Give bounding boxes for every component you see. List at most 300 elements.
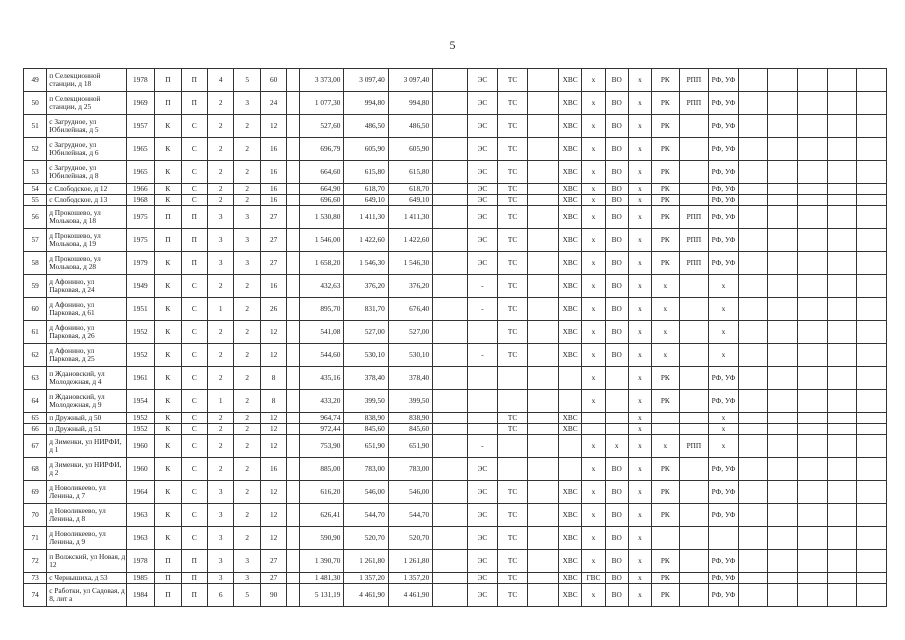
cell-equipment: РК [652,550,679,573]
cell-gas-point [679,584,709,607]
cell-electricity [468,321,498,344]
cell-blank [287,298,300,321]
cell-wall-type: П [155,206,181,229]
cell-cold-water: ХВС [559,69,582,92]
cell-living-area: 994,80 [344,92,388,115]
cell-blank [827,115,857,138]
cell-heating: ТС [497,298,528,321]
cell-electricity: ЭС [468,184,498,195]
cell-blank [768,298,798,321]
cell-gas [528,275,559,298]
cell-blank [287,161,300,184]
cell-build-year: 1952 [126,344,155,367]
cell-blank [857,344,887,367]
cell-mark: х [628,195,651,206]
cell-hot-water: х [582,138,605,161]
cell-blank [433,481,468,504]
cell-electricity: ЭС [468,69,498,92]
cell-address: п Ждановский, ул Молодежная, д 9 [47,390,126,413]
cell-slab-type: С [181,184,207,195]
cell-entrances: 3 [234,550,260,573]
cell-floors: 1 [208,298,234,321]
cell-blank [857,481,887,504]
cell-hot-water: х [582,69,605,92]
cell-floors: 6 [208,584,234,607]
cell-fund-type: РФ, УФ [709,69,739,92]
cell-fund-type: х [709,435,739,458]
cell-gas [528,390,559,413]
cell-sewerage: ВО [605,161,628,184]
cell-blank [827,184,857,195]
cell-row-number: 52 [24,138,47,161]
cell-electricity: ЭС [468,138,498,161]
cell-living-area: 546,00 [344,481,388,504]
cell-address: д Зименки, ул НИРФИ, д 2 [47,458,126,481]
cell-heating: ТС [497,413,528,424]
cell-wall-type: К [155,458,181,481]
cell-wall-type: К [155,413,181,424]
cell-gas-point [679,390,709,413]
cell-floors: 3 [208,504,234,527]
cell-fund-type: РФ, УФ [709,206,739,229]
cell-blank [798,424,828,435]
cell-blank [798,138,828,161]
cell-gas-point: РПП [679,206,709,229]
cell-equipment: х [652,344,679,367]
cell-blank [798,252,828,275]
cell-blank [798,367,828,390]
cell-sewerage: ВО [605,229,628,252]
cell-address: д Зименки, ул НИРФИ, д 1 [47,435,126,458]
cell-equipment [652,413,679,424]
cell-cold-water: ХВС [559,275,582,298]
cell-electricity: ЭС [468,115,498,138]
cell-slab-type: С [181,161,207,184]
cell-wall-type: К [155,195,181,206]
cell-blank [798,550,828,573]
cell-residential-area: 530,10 [388,344,432,367]
cell-blank [433,424,468,435]
cell-entrances: 2 [234,344,260,367]
cell-blank [857,458,887,481]
cell-blank [827,252,857,275]
cell-hot-water: х [582,115,605,138]
cell-equipment: РК [652,458,679,481]
cell-floors: 3 [208,550,234,573]
cell-gas-point [679,184,709,195]
cell-electricity: ЭС [468,161,498,184]
cell-blank [433,92,468,115]
cell-apartments: 12 [260,344,286,367]
cell-slab-type: С [181,413,207,424]
cell-address: д Новоликеево, ул Ленина, д 8 [47,504,126,527]
cell-heating [497,435,528,458]
cell-gas-point [679,115,709,138]
cell-blank [738,229,768,252]
cell-fund-type: РФ, УФ [709,161,739,184]
cell-address: д Новоликеево, ул Ленина, д 9 [47,527,126,550]
cell-floors: 3 [208,252,234,275]
cell-heating [497,367,528,390]
cell-wall-type: К [155,344,181,367]
cell-fund-type: РФ, УФ [709,184,739,195]
cell-blank [857,184,887,195]
cell-hot-water: х [582,458,605,481]
cell-blank [857,413,887,424]
table-row [24,206,887,229]
cell-living-area: 1 546,30 [344,252,388,275]
cell-electricity: ЭС [468,550,498,573]
cell-blank [857,161,887,184]
cell-cold-water: ХВС [559,298,582,321]
cell-gas-point [679,161,709,184]
cell-row-number: 73 [24,573,47,584]
cell-gas-point [679,321,709,344]
table-row [24,458,887,481]
cell-cold-water: ХВС [559,413,582,424]
cell-blank [827,390,857,413]
cell-gas [528,527,559,550]
cell-blank [798,229,828,252]
cell-living-area: 845,60 [344,424,388,435]
cell-sewerage: ВО [605,275,628,298]
cell-total-area: 432,63 [300,275,344,298]
cell-cold-water: ХВС [559,206,582,229]
cell-address: п Селекционной станции, д 18 [47,69,126,92]
cell-blank [287,344,300,367]
table-row [24,550,887,573]
cell-address: д Прокошево, ул Молькова, д 19 [47,229,126,252]
table-row [24,229,887,252]
cell-sewerage: ВО [605,138,628,161]
cell-living-area: 605,90 [344,138,388,161]
cell-row-number: 74 [24,584,47,607]
cell-build-year: 1975 [126,206,155,229]
cell-hot-water: х [582,527,605,550]
table-row [24,527,887,550]
cell-equipment: РК [652,195,679,206]
cell-slab-type: С [181,527,207,550]
cell-apartments: 12 [260,424,286,435]
cell-living-area: 649,10 [344,195,388,206]
cell-floors: 3 [208,573,234,584]
cell-build-year: 1975 [126,229,155,252]
cell-slab-type: С [181,458,207,481]
cell-living-area: 838,90 [344,413,388,424]
cell-build-year: 1978 [126,69,155,92]
cell-build-year: 1949 [126,275,155,298]
cell-floors: 2 [208,344,234,367]
cell-blank [768,92,798,115]
cell-entrances: 2 [234,195,260,206]
cell-fund-type: х [709,344,739,367]
cell-mark: х [628,584,651,607]
cell-sewerage: ВО [605,550,628,573]
cell-gas [528,252,559,275]
cell-hot-water: х [582,550,605,573]
cell-apartments: 16 [260,195,286,206]
cell-floors: 4 [208,69,234,92]
cell-slab-type: С [181,298,207,321]
cell-fund-type: х [709,413,739,424]
cell-blank [433,69,468,92]
cell-blank [827,138,857,161]
cell-living-area: 1 422,60 [344,229,388,252]
cell-blank [738,206,768,229]
cell-blank [798,527,828,550]
cell-equipment [652,527,679,550]
cell-blank [857,138,887,161]
cell-blank [768,206,798,229]
table-row [24,573,887,584]
cell-blank [768,573,798,584]
cell-heating: ТС [497,206,528,229]
cell-slab-type: С [181,424,207,435]
cell-row-number: 71 [24,527,47,550]
cell-cold-water: ХВС [559,550,582,573]
cell-gas [528,298,559,321]
cell-equipment: х [652,435,679,458]
cell-total-area: 1 546,00 [300,229,344,252]
cell-hot-water: х [582,344,605,367]
cell-build-year: 1979 [126,252,155,275]
cell-gas [528,504,559,527]
cell-blank [738,458,768,481]
cell-build-year: 1952 [126,413,155,424]
cell-total-area: 1 658,20 [300,252,344,275]
cell-blank [798,298,828,321]
cell-slab-type: П [181,584,207,607]
cell-blank [287,92,300,115]
cell-fund-type: РФ, УФ [709,115,739,138]
cell-address: д Афонино, ул Парковая, д 25 [47,344,126,367]
cell-total-area: 696,79 [300,138,344,161]
cell-blank [738,138,768,161]
cell-blank [738,573,768,584]
table-row [24,92,887,115]
cell-blank [287,252,300,275]
cell-residential-area: 1 422,60 [388,229,432,252]
cell-apartments: 16 [260,458,286,481]
table-row [24,424,887,435]
cell-blank [433,504,468,527]
cell-fund-type: РФ, УФ [709,573,739,584]
cell-blank [287,550,300,573]
cell-mark: х [628,321,651,344]
cell-floors: 2 [208,424,234,435]
cell-blank [738,252,768,275]
cell-heating: ТС [497,527,528,550]
cell-fund-type: х [709,424,739,435]
cell-build-year: 1968 [126,195,155,206]
cell-blank [433,458,468,481]
cell-blank [287,195,300,206]
cell-entrances: 2 [234,367,260,390]
table-row [24,298,887,321]
cell-build-year: 1965 [126,161,155,184]
cell-address: с Загрудное, ул Юбилейная, д 8 [47,161,126,184]
cell-blank [738,92,768,115]
cell-row-number: 68 [24,458,47,481]
cell-gas-point [679,195,709,206]
cell-electricity: ЭС [468,527,498,550]
cell-gas-point [679,424,709,435]
cell-fund-type: РФ, УФ [709,252,739,275]
cell-wall-type: К [155,504,181,527]
cell-address: с Работки, ул Садовая, д 8, лит а [47,584,126,607]
cell-electricity [468,413,498,424]
cell-gas-point: РПП [679,229,709,252]
cell-entrances: 2 [234,458,260,481]
cell-electricity: - [468,435,498,458]
cell-row-number: 64 [24,390,47,413]
table-row [24,481,887,504]
cell-address: п Дружный, д 51 [47,424,126,435]
cell-address: д Прокошево, ул Молькова, д 18 [47,206,126,229]
cell-blank [857,550,887,573]
cell-total-area: 664,60 [300,161,344,184]
cell-blank [287,435,300,458]
cell-mark: х [628,69,651,92]
cell-address: п Селекционной станции, д 25 [47,92,126,115]
cell-address: с Чернышиха, д 53 [47,573,126,584]
cell-row-number: 63 [24,367,47,390]
cell-mark: х [628,390,651,413]
cell-apartments: 12 [260,527,286,550]
cell-floors: 2 [208,275,234,298]
cell-blank [857,573,887,584]
cell-blank [798,321,828,344]
cell-gas [528,367,559,390]
cell-fund-type: РФ, УФ [709,550,739,573]
cell-blank [768,138,798,161]
cell-electricity [468,390,498,413]
cell-build-year: 1984 [126,584,155,607]
cell-gas-point [679,527,709,550]
cell-living-area: 544,70 [344,504,388,527]
cell-wall-type: П [155,69,181,92]
cell-total-area: 541,08 [300,321,344,344]
cell-wall-type: К [155,424,181,435]
cell-entrances: 2 [234,413,260,424]
cell-blank [857,298,887,321]
cell-blank [768,550,798,573]
cell-blank [857,275,887,298]
cell-blank [768,229,798,252]
cell-sewerage: ВО [605,92,628,115]
cell-blank [287,69,300,92]
cell-gas-point [679,413,709,424]
cell-cold-water: ХВС [559,195,582,206]
cell-gas-point [679,573,709,584]
cell-hot-water: х [582,390,605,413]
cell-blank [738,298,768,321]
cell-living-area: 3 097,40 [344,69,388,92]
cell-heating: ТС [497,424,528,435]
cell-heating: ТС [497,275,528,298]
cell-floors: 2 [208,413,234,424]
cell-floors: 2 [208,435,234,458]
cell-heating: ТС [497,138,528,161]
cell-equipment: х [652,275,679,298]
cell-wall-type: К [155,321,181,344]
cell-gas-point [679,298,709,321]
cell-floors: 1 [208,390,234,413]
cell-address: с Загрудное, ул Юбилейная, д 5 [47,115,126,138]
cell-blank [738,161,768,184]
cell-hot-water: х [582,584,605,607]
cell-row-number: 65 [24,413,47,424]
cell-total-area: 616,20 [300,481,344,504]
cell-total-area: 972,44 [300,424,344,435]
cell-address: д Афонино, ул Парковая, д 26 [47,321,126,344]
cell-blank [433,550,468,573]
cell-living-area: 520,70 [344,527,388,550]
table-row [24,321,887,344]
cell-blank [768,527,798,550]
cell-blank [827,458,857,481]
cell-blank [798,481,828,504]
cell-electricity: ЭС [468,229,498,252]
table-row [24,115,887,138]
cell-equipment: РК [652,390,679,413]
cell-slab-type: П [181,92,207,115]
cell-equipment: х [652,321,679,344]
cell-blank [827,195,857,206]
cell-entrances: 5 [234,69,260,92]
cell-slab-type: П [181,206,207,229]
cell-blank [738,550,768,573]
table-row [24,69,887,92]
cell-gas-point [679,458,709,481]
cell-build-year: 1985 [126,573,155,584]
cell-sewerage: ВО [605,69,628,92]
cell-equipment: РК [652,229,679,252]
cell-heating: ТС [497,321,528,344]
cell-build-year: 1961 [126,367,155,390]
cell-blank [857,252,887,275]
cell-blank [827,344,857,367]
cell-blank [768,69,798,92]
cell-heating: ТС [497,195,528,206]
cell-slab-type: П [181,573,207,584]
cell-living-area: 831,70 [344,298,388,321]
cell-blank [798,206,828,229]
cell-wall-type: К [155,481,181,504]
cell-row-number: 50 [24,92,47,115]
cell-sewerage: ВО [605,206,628,229]
cell-row-number: 66 [24,424,47,435]
cell-blank [287,275,300,298]
cell-wall-type: П [155,584,181,607]
cell-total-area: 964,74 [300,413,344,424]
cell-floors: 2 [208,92,234,115]
cell-residential-area: 1 411,30 [388,206,432,229]
cell-blank [433,413,468,424]
cell-living-area: 1 261,80 [344,550,388,573]
cell-blank [433,321,468,344]
cell-wall-type: П [155,573,181,584]
cell-entrances: 2 [234,138,260,161]
cell-fund-type: РФ, УФ [709,92,739,115]
cell-equipment: РК [652,584,679,607]
cell-blank [827,584,857,607]
cell-mark: х [628,458,651,481]
cell-residential-area: 676,40 [388,298,432,321]
table-row [24,344,887,367]
cell-residential-area: 399,50 [388,390,432,413]
cell-blank [433,344,468,367]
